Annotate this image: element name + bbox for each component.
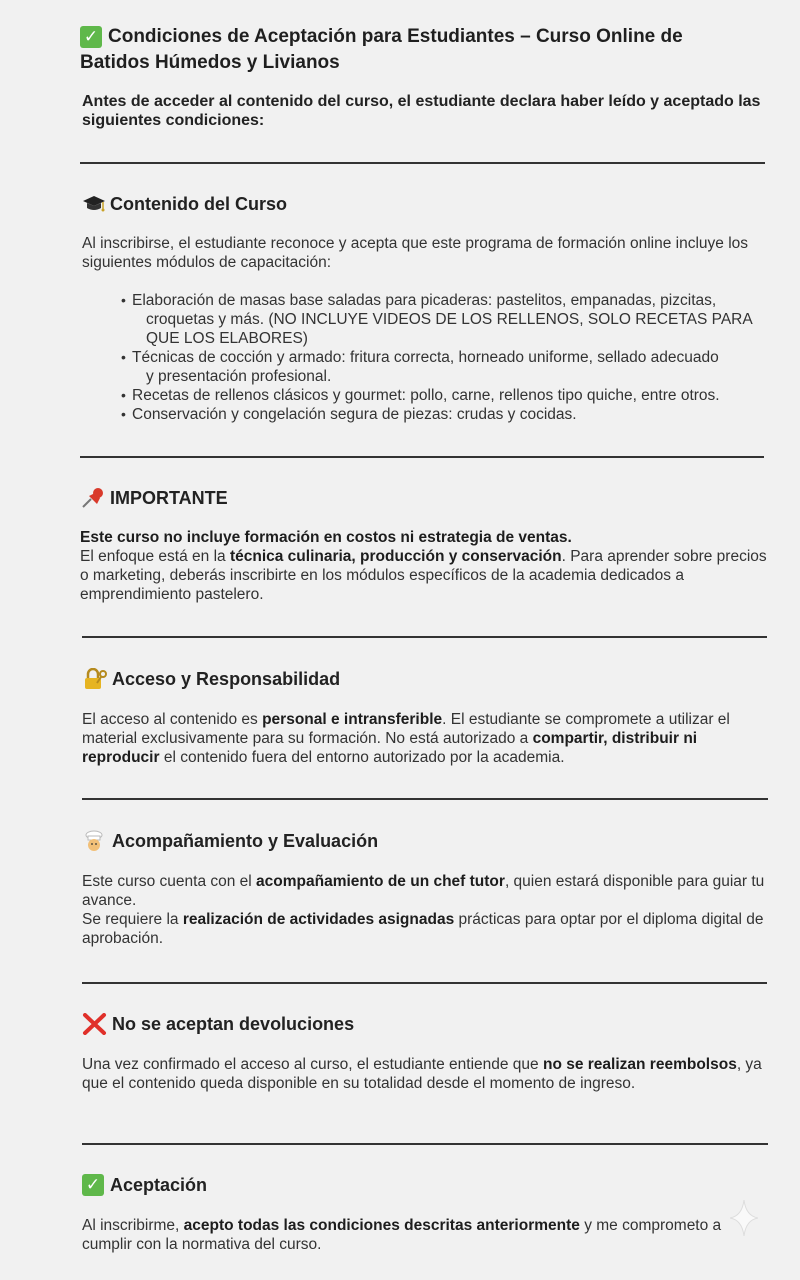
list-item: • Técnicas de cocción y armado: fritura correcta, horneado uniforme, sellado adecuado y presentación profesional. [118,348,768,386]
divider [82,636,767,638]
divider [82,1143,768,1145]
module-list [118,291,768,424]
divider [80,456,764,458]
content-description: Al inscribirse, el estudiante reconoce y acepta que este programa de formación online incluye los siguientes módulos de capacitación: [82,235,749,271]
chef-icon [82,830,108,852]
section-heading-refunds: No se aceptan devoluciones [82,1012,354,1036]
section-heading-access: Acceso y Responsabilidad [82,667,340,691]
divider [82,798,768,800]
list-item: • Elaboración de masas base saladas para picaderas: pastelitos, empanadas, pizcitas, croquetas y más. (NO INCLUYE VIDEOS DE LOS RELLENOS, SOLO RECETAS PARA QUE LOS ELABORES) [118,291,768,348]
divider [82,982,767,984]
check-mark-icon: ✓ [80,26,102,48]
lock-with-key-icon [82,668,108,690]
document-title: ✓ Condiciones de Aceptación para Estudiantes – Curso Online de Batidos Húmedos y Livianos [80,26,683,73]
accompaniment-text: Este curso cuenta con el acompañamiento de un chef tutor, quien estará disponible para guiar tu avance. Se requiere la realización de actividades asignadas prácticas para optar por el diploma digital de aprobación. [82,873,765,947]
graduation-cap-icon [82,194,106,214]
section-heading-acceptance: ✓ Aceptación [82,1173,207,1197]
access-text: El acceso al contenido es personal e intransferible. El estudiante se compromete a utilizar el material exclusivamente para su formación. No está autorizado a compartir, distribuir ni reproducir el contenido fuera del entorno autorizado por la academia. [82,711,730,766]
pushpin-icon [80,487,106,509]
important-text: Este curso no incluye formación en costos ni estrategia de ventas. El enfoque está en la técnica culinaria, producción y conservación. Para aprender sobre precios o marketing, deberás inscribirte en los módulos específicos de la academia dedicados a emprendimiento pastelero. [80,529,767,603]
list-item: • Recetas de rellenos clásicos y gourmet: pollo, carne, rellenos tipo quiche, entre otros. [118,386,768,405]
cross-mark-icon [82,1013,108,1035]
intro-text: Antes de acceder al contenido del curso, el estudiante declara haber leído y aceptado las siguientes condiciones: [82,93,761,129]
divider [80,162,765,164]
refunds-text: Una vez confirmado el acceso al curso, el estudiante entiende que no se realizan reembolsos, ya que el contenido queda disponible en su totalidad desde el momento de ingreso. [82,1056,762,1092]
section-heading-accompaniment: Acompañamiento y Evaluación [82,829,378,853]
section-heading-content: Contenido del Curso [82,192,287,216]
section-heading-important: IMPORTANTE [80,486,228,510]
list-item: • Conservación y congelación segura de piezas: crudas y cocidas. [118,405,768,424]
check-mark-icon: ✓ [82,1174,104,1196]
acceptance-text: Al inscribirme, acepto todas las condiciones descritas anteriormente y me comprometo a cumplir con la normativa del curso. [82,1217,722,1253]
sparkle-icon [730,1200,758,1236]
